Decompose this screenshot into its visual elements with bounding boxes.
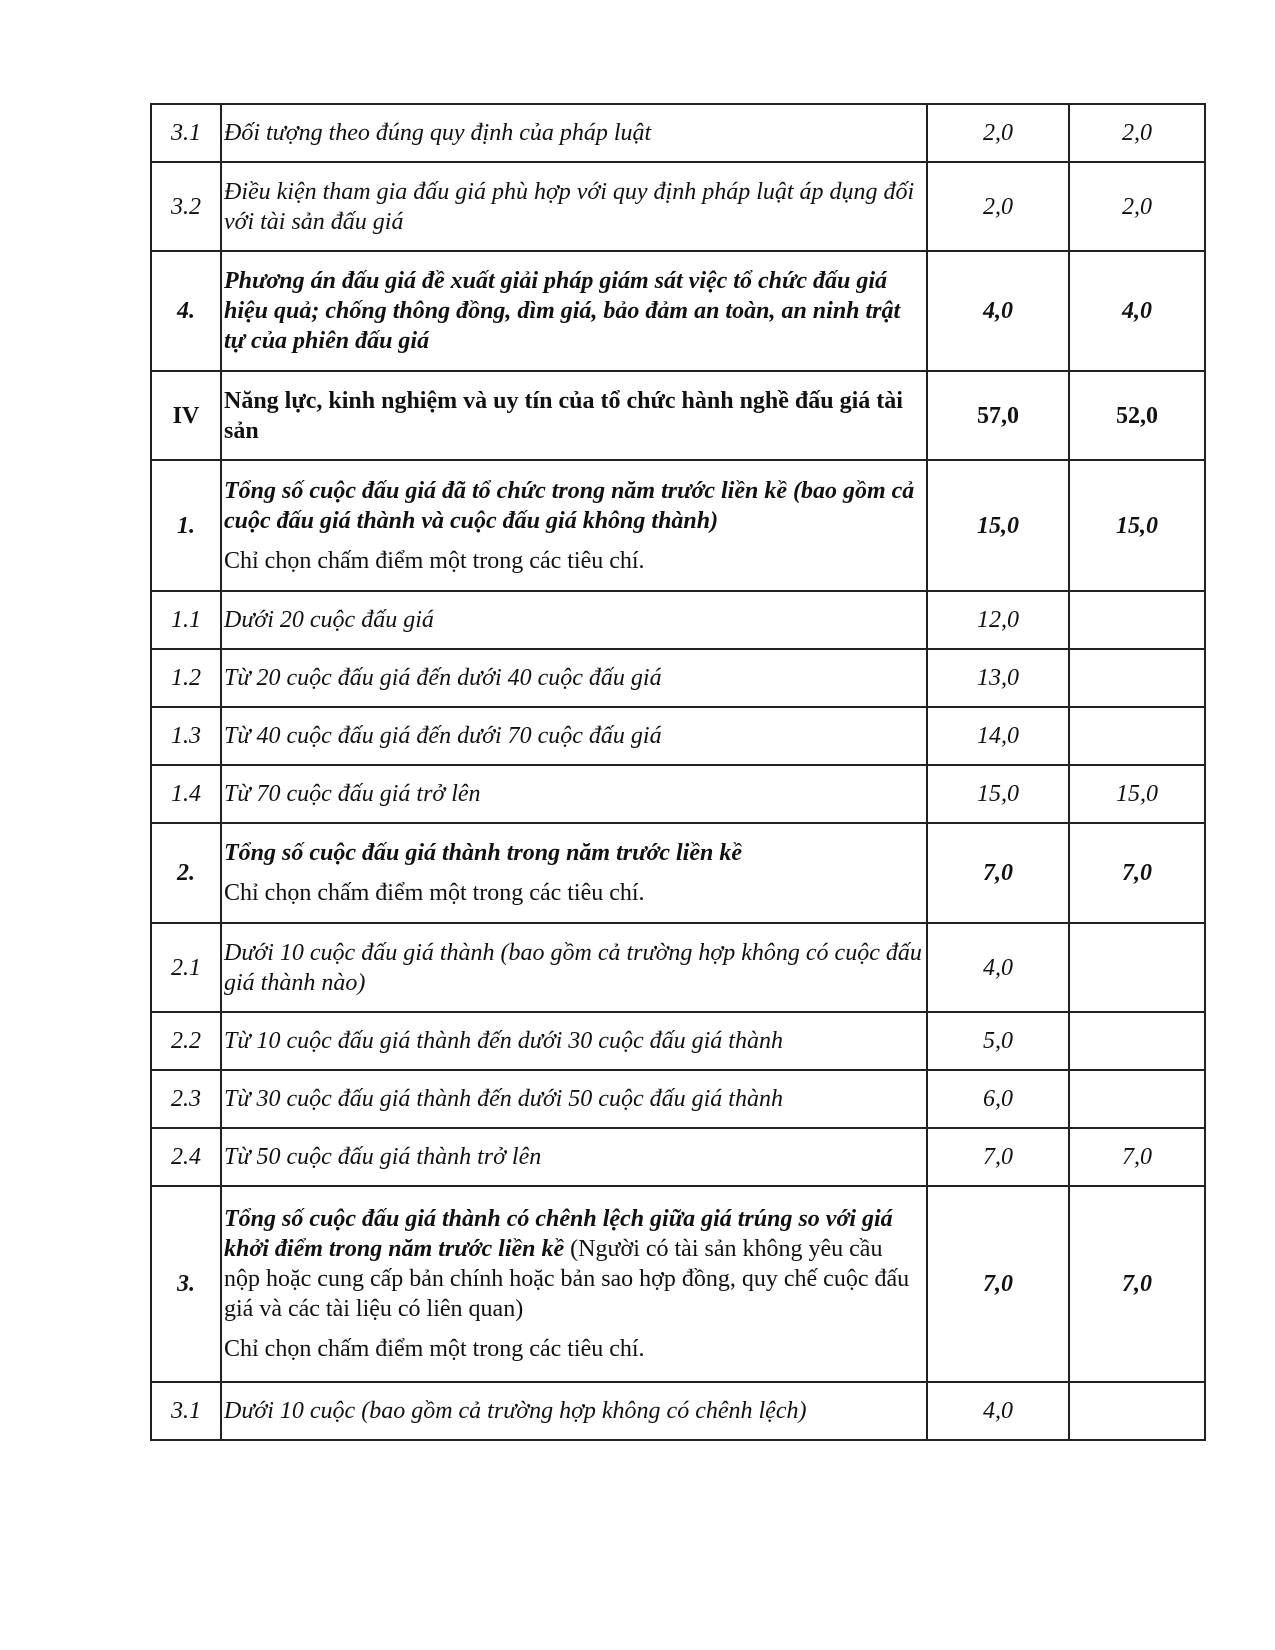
row-max-score: 2,0 (927, 104, 1069, 162)
table-row (151, 251, 1205, 371)
row-number: 2.3 (151, 1070, 221, 1128)
table-row (151, 460, 1205, 591)
criterion-title: Tổng số cuộc đấu giá đã tổ chức trong năm trước liền kề (bao gồm cả cuộc đấu giá thành và cuộc đấu giá không thành) (224, 477, 915, 534)
table-row (151, 707, 1205, 765)
row-score (1069, 1070, 1205, 1128)
row-score: 2,0 (1069, 104, 1205, 162)
criterion-note: Chỉ chọn chấm điểm một trong các tiêu chí. (224, 880, 645, 906)
row-criterion: Điều kiện tham gia đấu giá phù hợp với quy định pháp luật áp dụng đối với tài sản đấu giá (221, 162, 927, 251)
row-criterion: Dưới 10 cuộc đấu giá thành (bao gồm cả trường hợp không có cuộc đấu giá thành nào) (221, 923, 927, 1012)
row-max-score: 6,0 (927, 1070, 1069, 1128)
table-row (151, 1012, 1205, 1070)
row-number: 4. (151, 251, 221, 371)
table-row (151, 1382, 1205, 1440)
row-number: 2.1 (151, 923, 221, 1012)
row-max-score: 4,0 (927, 923, 1069, 1012)
row-criterion (221, 460, 927, 591)
table-row (151, 591, 1205, 649)
row-number: 1.2 (151, 649, 221, 707)
row-score: 7,0 (1069, 1186, 1205, 1382)
row-number: 2.2 (151, 1012, 221, 1070)
row-criterion: Từ 30 cuộc đấu giá thành đến dưới 50 cuộc đấu giá thành (221, 1070, 927, 1128)
table-row (151, 371, 1205, 460)
row-score (1069, 649, 1205, 707)
row-score: 4,0 (1069, 251, 1205, 371)
row-number: 1.4 (151, 765, 221, 823)
row-criterion (221, 823, 927, 923)
row-score (1069, 1012, 1205, 1070)
row-score: 15,0 (1069, 460, 1205, 591)
criterion-note: Chỉ chọn chấm điểm một trong các tiêu chí. (224, 547, 645, 574)
row-score: 7,0 (1069, 823, 1205, 923)
criterion-title: Tổng số cuộc đấu giá thành có chênh lệch giữa giá trúng so với giá khởi điểm trong năm trước liền kề (224, 1206, 893, 1262)
row-score (1069, 1382, 1205, 1440)
row-max-score: 12,0 (927, 591, 1069, 649)
row-number: 1.3 (151, 707, 221, 765)
row-number: 2. (151, 823, 221, 923)
row-max-score: 4,0 (927, 251, 1069, 371)
row-number: 3.2 (151, 162, 221, 251)
row-criterion: Năng lực, kinh nghiệm và uy tín của tổ chức hành nghề đấu giá tài sản (221, 371, 927, 460)
row-score (1069, 923, 1205, 1012)
row-score (1069, 707, 1205, 765)
row-criterion: Từ 40 cuộc đấu giá đến dưới 70 cuộc đấu giá (221, 707, 927, 765)
criterion-title: Tổng số cuộc đấu giá thành trong năm trước liền kề (224, 840, 743, 866)
row-number: 2.4 (151, 1128, 221, 1186)
row-criterion: Đối tượng theo đúng quy định của pháp luật (221, 104, 927, 162)
row-criterion (221, 1186, 927, 1382)
criterion-title-suffix: (Người có tài sản không yêu cầu nộp hoặc cung cấp bản chính hoặc bản sao hợp đồng, quy chế cuộc đấu giá và các tài liệu có liên quan) (224, 1236, 910, 1322)
row-criterion: Từ 20 cuộc đấu giá đến dưới 40 cuộc đấu giá (221, 649, 927, 707)
row-number: 1.1 (151, 591, 221, 649)
row-max-score: 2,0 (927, 162, 1069, 251)
row-number: 3.1 (151, 104, 221, 162)
row-score: 7,0 (1069, 1128, 1205, 1186)
row-score (1069, 591, 1205, 649)
row-max-score: 7,0 (927, 1128, 1069, 1186)
row-max-score: 7,0 (927, 1186, 1069, 1382)
table-row (151, 649, 1205, 707)
row-number: 1. (151, 460, 221, 591)
table-row (151, 823, 1205, 923)
table-row (151, 765, 1205, 823)
row-max-score: 57,0 (927, 371, 1069, 460)
row-criterion: Phương án đấu giá đề xuất giải pháp giám sát việc tổ chức đấu giá hiệu quả; chống thông đồng, dìm giá, bảo đảm an toàn, an ninh trật tự của phiên đấu giá (221, 251, 927, 371)
row-max-score: 14,0 (927, 707, 1069, 765)
row-max-score: 15,0 (927, 460, 1069, 591)
table-row (151, 162, 1205, 251)
criterion-note: Chỉ chọn chấm điểm một trong các tiêu chí. (224, 1336, 645, 1362)
table-row (151, 104, 1205, 162)
row-score: 2,0 (1069, 162, 1205, 251)
row-number: IV (151, 371, 221, 460)
row-score: 15,0 (1069, 765, 1205, 823)
row-max-score: 5,0 (927, 1012, 1069, 1070)
scoring-criteria-table (150, 103, 1206, 1441)
row-max-score: 7,0 (927, 823, 1069, 923)
row-criterion: Từ 50 cuộc đấu giá thành trở lên (221, 1128, 927, 1186)
row-criterion: Từ 10 cuộc đấu giá thành đến dưới 30 cuộc đấu giá thành (221, 1012, 927, 1070)
table-row (151, 1070, 1205, 1128)
table-row (151, 1186, 1205, 1382)
row-max-score: 13,0 (927, 649, 1069, 707)
row-criterion: Từ 70 cuộc đấu giá trở lên (221, 765, 927, 823)
row-number: 3. (151, 1186, 221, 1382)
row-max-score: 15,0 (927, 765, 1069, 823)
row-score: 52,0 (1069, 371, 1205, 460)
row-criterion: Dưới 20 cuộc đấu giá (221, 591, 927, 649)
row-number: 3.1 (151, 1382, 221, 1440)
row-criterion: Dưới 10 cuộc (bao gồm cả trường hợp không có chênh lệch) (221, 1382, 927, 1440)
row-max-score: 4,0 (927, 1382, 1069, 1440)
table-row (151, 1128, 1205, 1186)
table-row (151, 923, 1205, 1012)
